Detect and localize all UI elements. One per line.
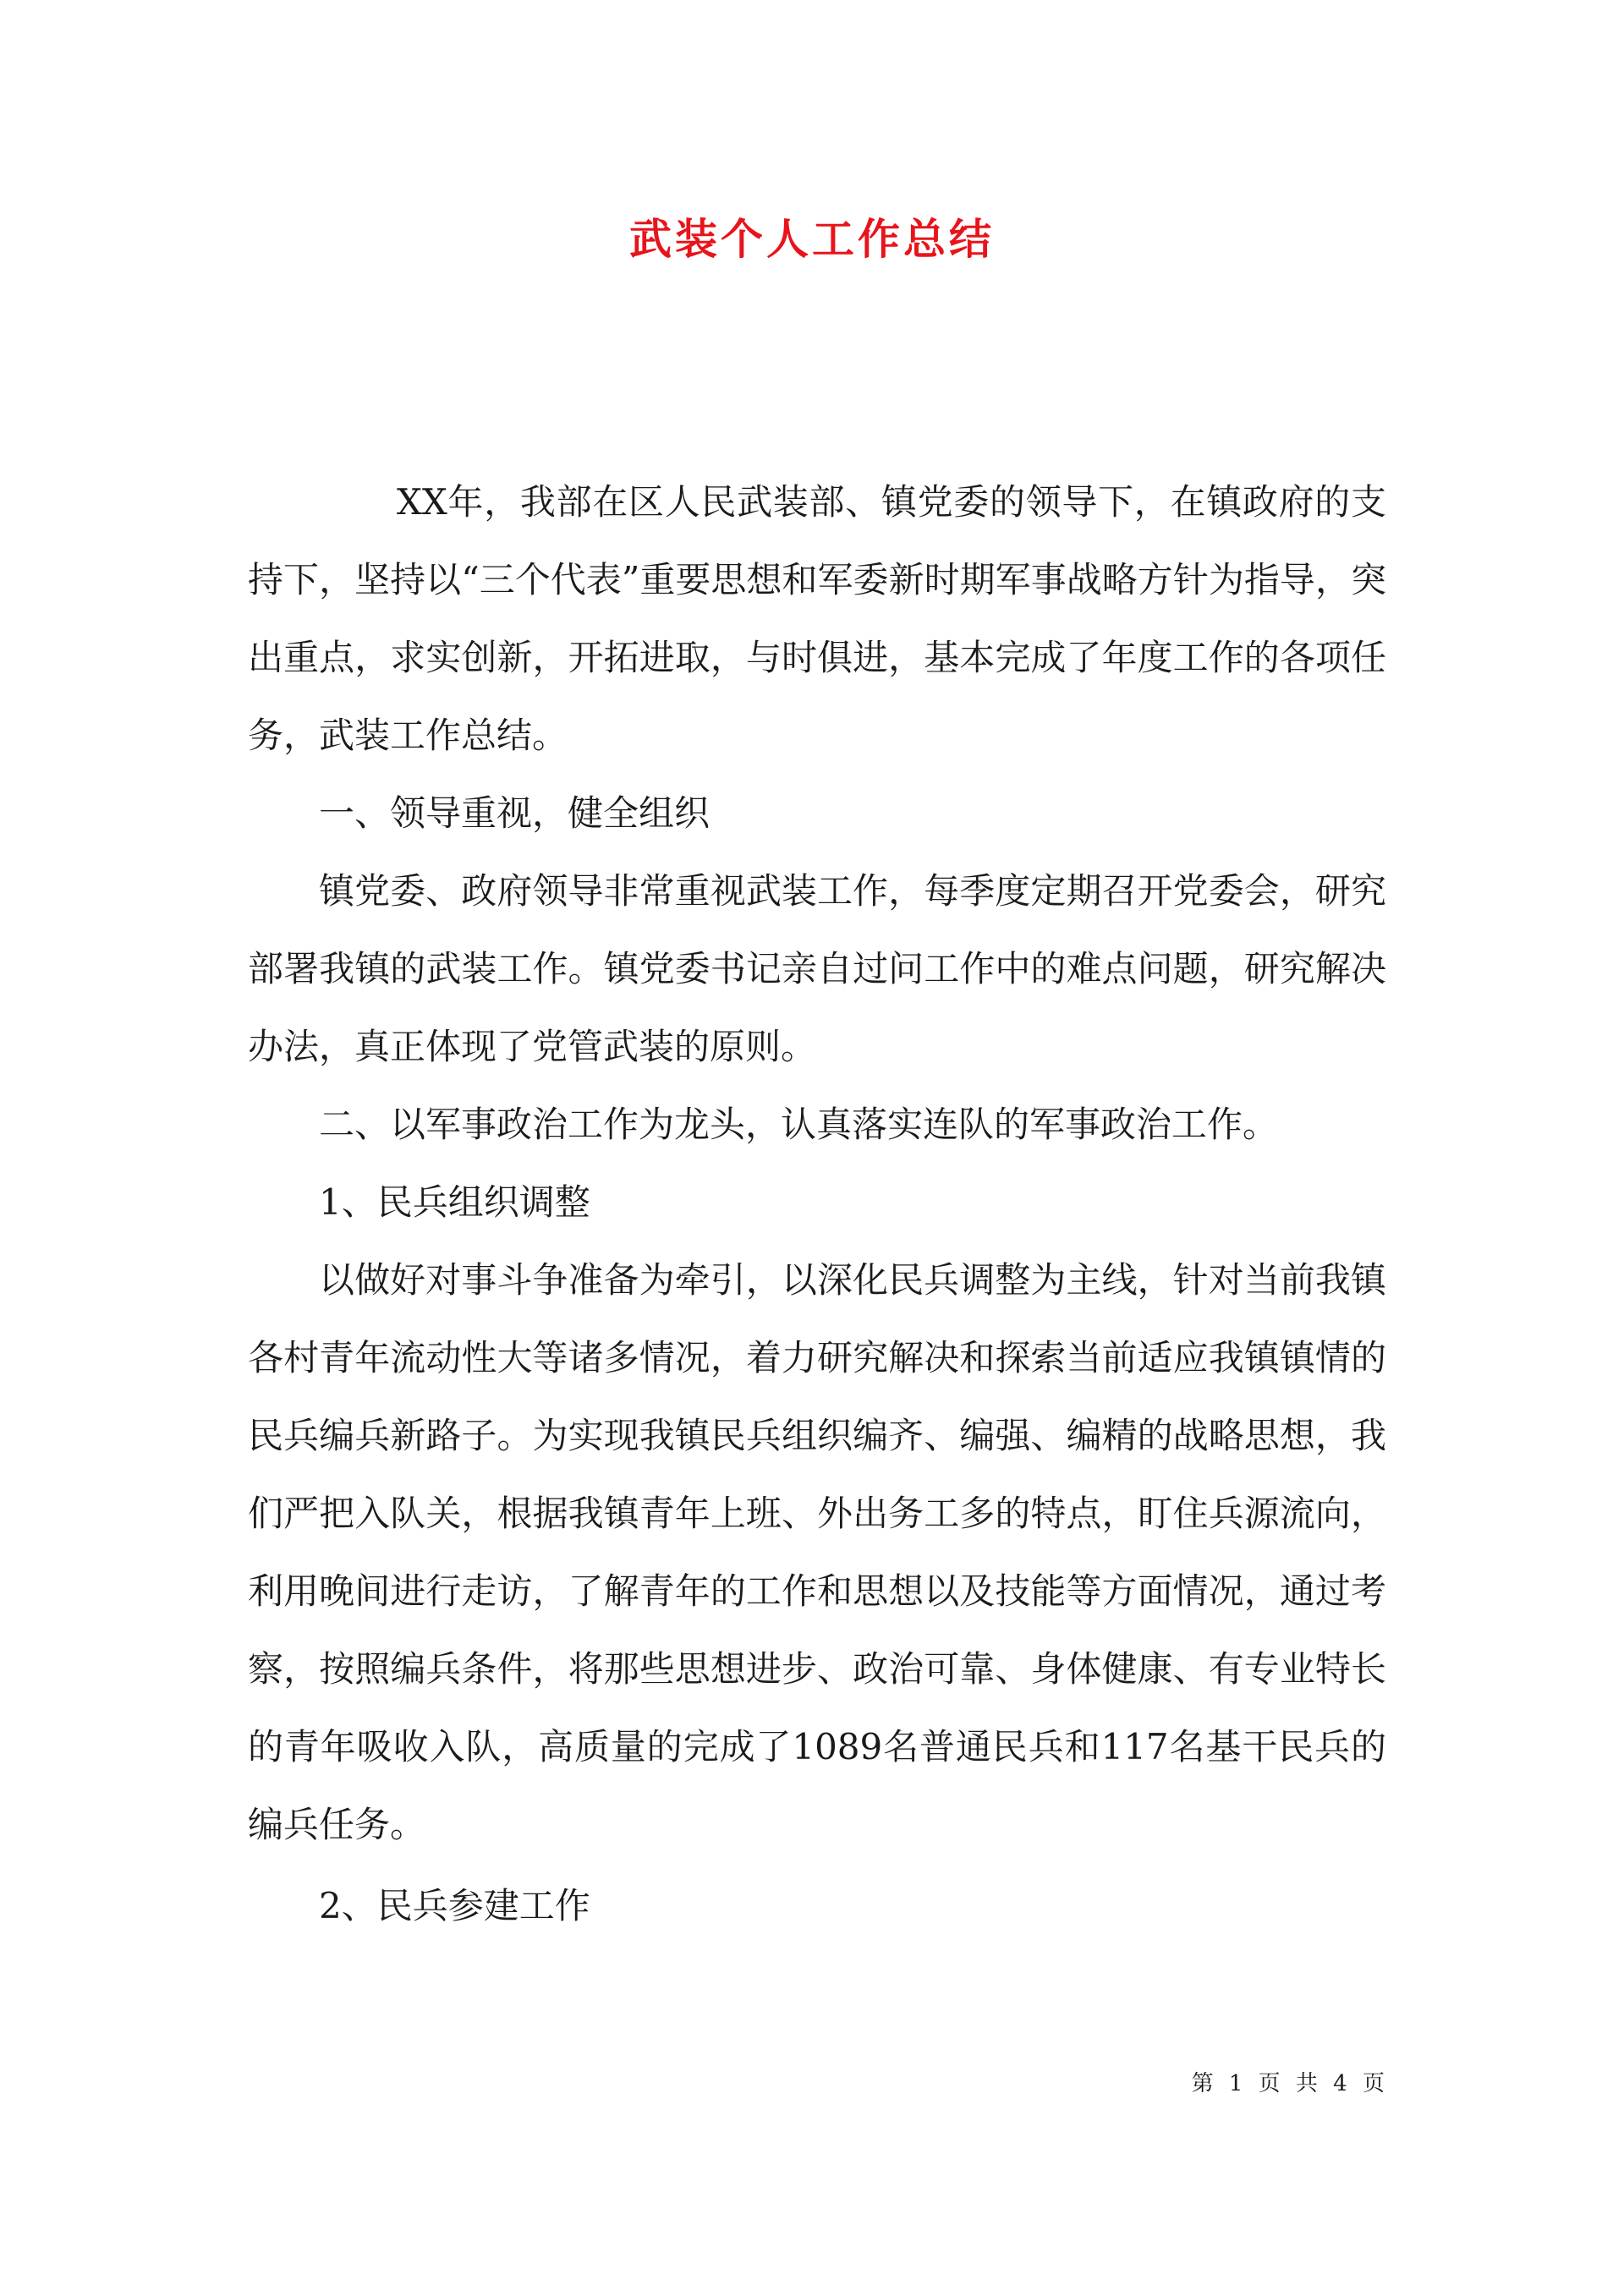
subsection-heading-2: 2、民兵参建工作 [319, 1885, 590, 1926]
page-number-footer: 第 1 页 共 4 页 [1191, 2071, 1386, 2096]
section-heading-2: 二、以军事政治工作为龙头，认真落实连队的军事政治工作。 [319, 1104, 1279, 1145]
document-body [248, 463, 1386, 1945]
subsection-heading-1: 1、民兵组织调整 [319, 1181, 590, 1223]
paragraph-leadership: 镇党委、政府领导非常重视武装工作，每季度定期召开党委会，研究部署我镇的武装工作。镇党委书记亲自过问工作中的难点问题，研究解决办法，真正体现了党管武装的原则。 [248, 870, 1386, 1067]
document-title: 武装个人工作总结 [629, 214, 995, 264]
paragraph-intro: XX年，我部在区人民武装部、镇党委的领导下，在镇政府的支持下，坚持以“三个代表”重要思想和军委新时期军事战略方针为指导，突出重点，求实创新，开拓进取，与时俱进，基本完成了年度工作的各项任务，武装工作总结。 [248, 481, 1386, 756]
paragraph-militia-adjustment: 以做好对事斗争准备为牵引，以深化民兵调整为主线，针对当前我镇各村青年流动性大等诸多情况，着力研究解决和探索当前适应我镇镇情的民兵编兵新路子。为实现我镇民兵组织编齐、编强、编精的战略思想，我们严把入队关，根据我镇青年上班、外出务工多的特点，盯住兵源流向，利用晚间进行走访，了解青年的工作和思想以及技能等方面情况，通过考察，按照编兵条件，将那些思想进步、政治可靠、身体健康、有专业特长的青年吸收入队，高质量的完成了1089名普通民兵和117名基干民兵的编兵任务。 [248, 1259, 1386, 1845]
section-heading-1: 一、领导重视，健全组织 [319, 792, 710, 834]
